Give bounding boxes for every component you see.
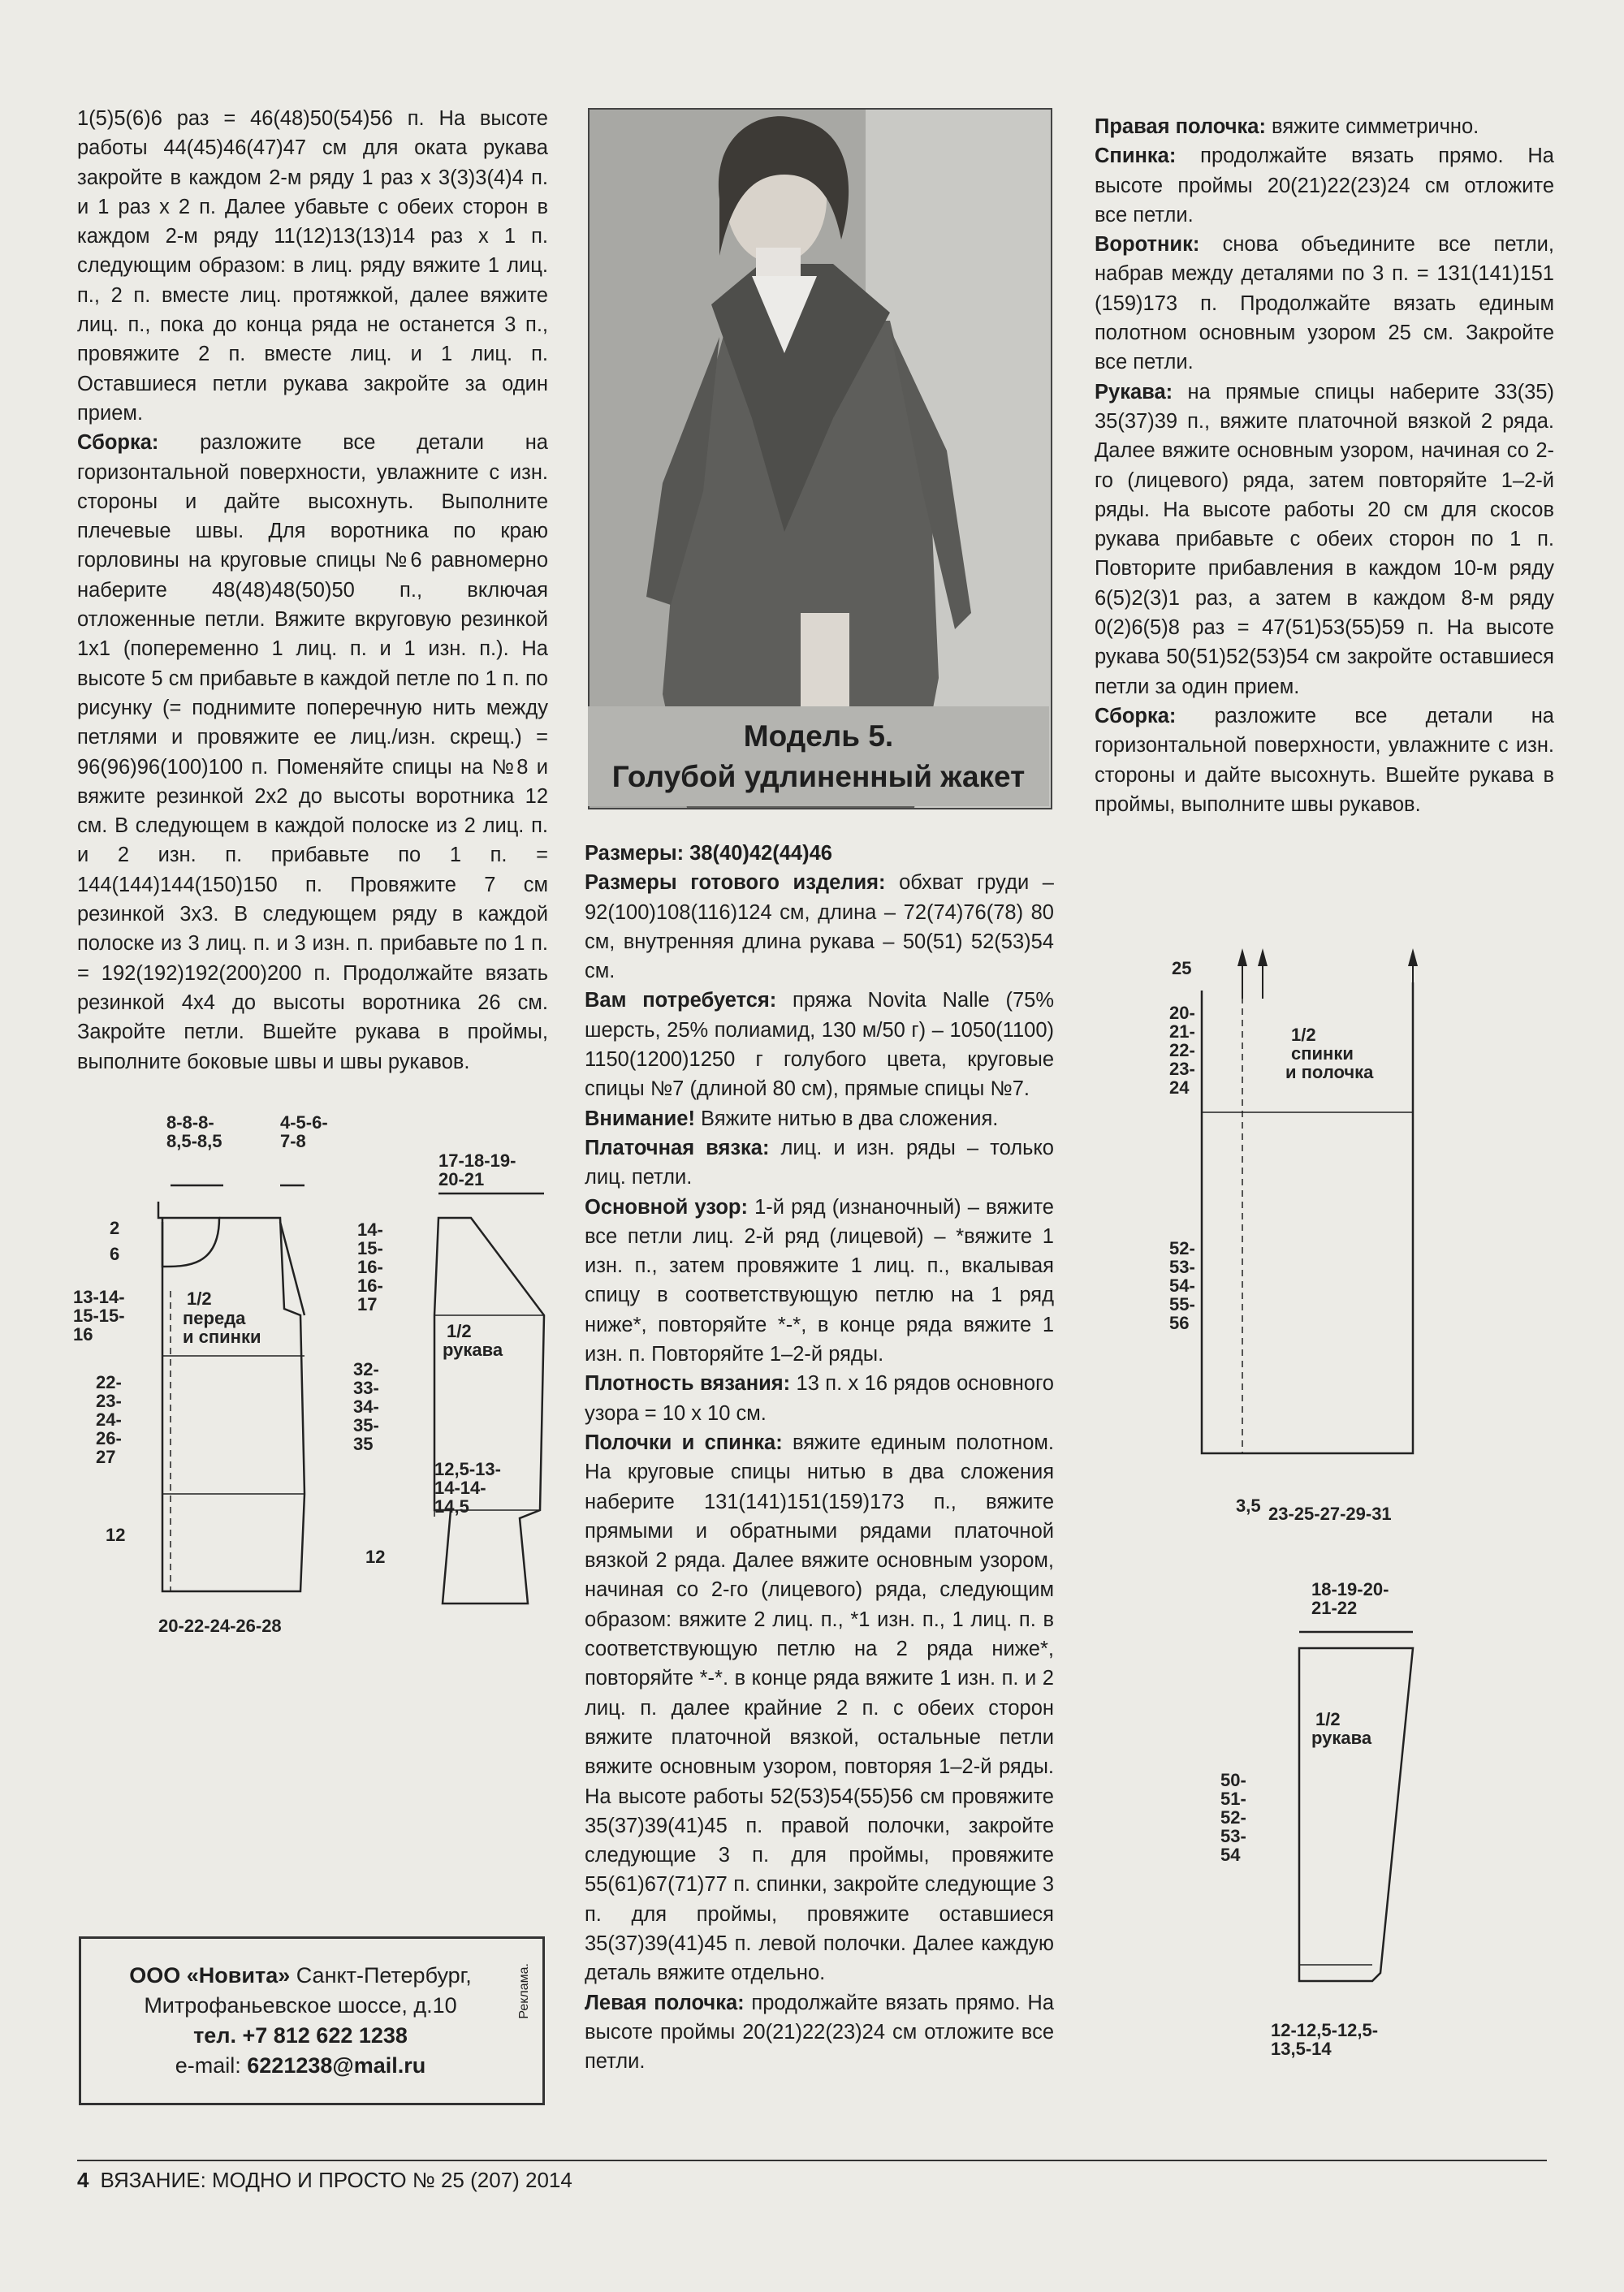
footer-rule (77, 2160, 1547, 2161)
col3-heading: Рукава: (1095, 380, 1173, 404)
d4-side-3: 52- (1220, 1807, 1246, 1828)
d2-cuff-1: 12,5-13- (434, 1459, 501, 1479)
d2-side-b-2: 33- (353, 1378, 379, 1398)
col2-text: 1-й ряд (изнаночный) – вяжите все петли лиц. 2-й ряд (лицевой) – *вяжите 1 изн. п., затем провяжите 1 лиц. п., вкалывая спицу в соответствующую петлю на 1 ряд ниже*, повторяйте *-*, в конце ряда вяжите 1 изн. п. Повторяйте 1–2-й ряды. (585, 1195, 1054, 1366)
col3-heading: Правая полочка: (1095, 115, 1266, 138)
sleeve-outline-right (1299, 1632, 1413, 1981)
d4-side-2: 51- (1220, 1789, 1246, 1809)
d1-top-right-2: 7-8 (280, 1131, 306, 1151)
col1-heading: Сборка: (77, 431, 159, 455)
col2-heading: Левая полочка: (585, 1991, 745, 2014)
d2-side-b-1: 32- (353, 1359, 379, 1379)
d3-side-b-4: 55- (1169, 1294, 1195, 1314)
d3-side-b-3: 54- (1169, 1275, 1195, 1296)
ad-company: «Новита» (186, 1963, 291, 1988)
col2-heading: Вам потребуется: (585, 989, 777, 1012)
d1-bottom-side: 12 (106, 1525, 126, 1545)
d1-side-b-3: 24- (96, 1409, 122, 1430)
col2-text: пряжа Novita Nalle (75% шерсть, 25% полиамид, 130 м/50 г) – 1050(1100) 1150(1200)1250 г голубого цвета, круговые спицы №7 (длиной 80 см), прямые спицы №7. (585, 989, 1054, 1101)
ad-phone-number: тел. +7 812 622 1238 (193, 2023, 408, 2048)
d3-label-1: 1/2 (1291, 1025, 1316, 1045)
d3-label-2: спинки (1291, 1043, 1354, 1064)
d1-bottom: 20-22-24-26-28 (158, 1616, 282, 1636)
d1-top-right-1: 4-5-6- (280, 1112, 328, 1133)
col2-text: продолжайте вязать прямо. На высоте проймы 20(21)22(23)24 см отложите все петли. (585, 1991, 1054, 2074)
d2-label-2: рукава (443, 1340, 503, 1360)
col2-heading: Внимание! (585, 1107, 695, 1130)
col3-heading: Спинка: (1095, 145, 1177, 168)
d3-side-a-4: 23- (1169, 1059, 1195, 1079)
d2-bottom-side: 12 (365, 1547, 386, 1567)
ad-city: Санкт-Петербург, (290, 1963, 472, 1988)
d4-side-1: 50- (1220, 1770, 1246, 1790)
col2-text: 13 п. х 16 рядов основного узора = 10 х 10 см. (585, 1372, 1054, 1425)
d1-label-3: и спинки (183, 1327, 261, 1347)
col2-heading: Основной узор: (585, 1195, 748, 1219)
d2-top-1: 17-18-19- (438, 1150, 516, 1171)
ad-phone (81, 2021, 520, 2051)
d3-side-b-2: 53- (1169, 1257, 1195, 1277)
page-footer (77, 2168, 572, 2193)
d4-top-1: 18-19-20- (1311, 1579, 1389, 1599)
model-caption-number: Модель 5. (743, 719, 894, 753)
col1-text: 1(5)5(6)6 раз = 46(48)50(54)56 п. На высоте работы 44(45)46(47)47 см для оката рукава закройте в каждом 2-м ряду 1 раз х 3(3)3(4)4 п. и 1 раз х 2 п. Далее убавьте с обеих сторон в каждом 2-м ряду 11(12)13(13)14 раз х 1 п. следующим образом: в лиц. ряду вяжите 1 лиц. п., 2 п. вместе лиц. протяжкой, далее вяжите лиц. п., пока до конца ряда не останется 3 п., провяжите 2 п. вместе лиц. и 1 лиц. п. Оставшиеся петли рукава закройте за один прием. (77, 107, 548, 425)
ad-address: Митрофаньевское шоссе, д.10 (144, 1993, 457, 2018)
d4-top-2: 21-22 (1311, 1598, 1358, 1618)
d1-left-1: 2 (110, 1218, 120, 1238)
ad-side-note: Реклама. (517, 1963, 531, 2019)
d2-cuff-3: 14,5 (434, 1496, 469, 1517)
front-back-outline (158, 1185, 304, 1591)
col3-heading: Воротник: (1095, 233, 1200, 257)
d1-label-2: переда (183, 1308, 246, 1328)
d3-label-3: и полочка (1285, 1062, 1374, 1082)
ad-email[interactable]: 6221238@mail.ru (247, 2053, 426, 2078)
col2-text: обхват груди – 92(100)108(116)124 см, длина – 72(74)76(78) 80 см, внутренняя длина рукава – 50(51) 52(53)54 см. (585, 871, 1054, 983)
ad-company-prefix: ООО (129, 1963, 187, 1988)
d1-side-a-2: 15-15- (73, 1306, 125, 1326)
ad-company-line (81, 1961, 520, 1991)
col2-heading: Платочная вязка: (585, 1136, 770, 1159)
d4-bottom-2: 13,5-14 (1271, 2039, 1332, 2059)
d3-side-b-5: 56 (1169, 1313, 1190, 1333)
d2-side-a-3: 16- (357, 1257, 383, 1277)
sleeve-outline-left (434, 1193, 544, 1604)
page-number: 4 (77, 2168, 89, 2192)
d3-bottom-a: 3,5 (1236, 1496, 1261, 1516)
col3-text: разложите все детали на горизонтальной поверхности, увлажните с изн. стороны и дайте высохнуть. Вшейте рукава в проймы, выполните швы рукавов. (1095, 704, 1554, 816)
col3-text: на прямые спицы наберите 33(35) 35(37)39 п., вяжите платочной вязкой 2 ряда. Далее вяжите основным узором, начиная со 2-го (лицевого) ряда, затем повторяйте 1–2-й ряды. На высоте работы 20 см для скосов рукава прибавьте с обеих сторон по 1 п. Повторите прибавления в каждом 10-м ряду 6(5)2(3)1 раз, а затем в каждом 8-м ряду 0(2)6(5)8 раз = 47(51)53(55)59 п. На высоте рукава 50(51)52(53)54 см закройте оставшиеся петли за один прием. (1095, 380, 1554, 698)
d1-side-a-3: 16 (73, 1324, 93, 1345)
d4-label-2: рукава (1311, 1728, 1372, 1748)
col2-text: вяжите единым полотном. На круговые спицы нитью в два сложения наберите 131(141)151(159)173 п., вяжите прямыми и обратными рядами платочной вязкой 2 ряда. Далее вяжите основным узором, начиная со 2-го (лицевого) ряда, следующим образом: вяжите 2 лиц. п., *1 изн. п., 1 лиц. п. в соответствующую петлю на 2 ряда ниже*, повторяйте *-*. в конце ряда вяжите 1 изн. п. и 2 лиц. п. далее крайние 2 п. с обеих сторон вяжите платочной вязкой, остальные петли вяжите основным узором, повторяя 1–2-й ряды. На высоте работы 52(53)54(55)56 см провяжите 35(37)39(41)45 п. правой полочки, закройте следующие 3 п. для проймы, провяжите 55(61)67(71)77 п. спинки, закройте следующие 3 п. для проймы, провяжите оставшиеся 35(37)39(41)45 п. левой полочки. Далее каждую деталь вяжите отдельно. (585, 1431, 1054, 1985)
col3-text: продолжайте вязать прямо. На высоте проймы 20(21)22(23)24 см отложите все петли. (1095, 145, 1554, 227)
d2-side-a-5: 17 (357, 1294, 378, 1314)
col2-heading: Плотность вязания: (585, 1372, 791, 1396)
d2-label-1: 1/2 (447, 1321, 472, 1341)
col3-text: вяжите симметрично. (1265, 115, 1479, 138)
col1-text: разложите все детали на горизонтальной поверхности, увлажните с изн. стороны и дайте высохнуть. Выполните плечевые швы. Для воротника по краю горловины на круговые спицы №6 равномерно наберите 48(48)48(50)50 п., включая отложенные петли. Вяжите вкруговую резинкой 1x1 (попеременно 1 лиц. п. и 1 изн. п.). На высоте 5 см прибавьте в каждой петле по 1 п. по рисунку (= поднимите поперечную нить между петлями и провяжите ее лиц./изн. скрещ.) = 96(96)96(100)100 п. Поменяйте спицы на №8 и вяжите резинкой 2x2 до высоты воротника 12 см. В следующем в каждой полоске из 2 лиц. п. и 2 изн. п. прибавьте по 1 п. = 144(144)144(150)150 п. Провяжите 7 см резинкой 3x3. В следующем ряду в каждой полоске из 3 лиц. п. и 3 изн. п. прибавьте по 1 п. = 192(192)192(200)200 п. Продолжайте вязать резинкой 4x4 до высоты воротника 26 см. Закройте петли. Вшейте рукава в проймы, выполните боковые швы и швы рукавов. (77, 431, 548, 1073)
d1-label-1: 1/2 (187, 1288, 212, 1309)
d3-side-b-1: 52- (1169, 1238, 1195, 1258)
d2-top-2: 20-21 (438, 1169, 485, 1189)
d2-side-a-4: 16- (357, 1275, 383, 1296)
d2-side-a-1: 14- (357, 1219, 383, 1240)
col2-heading: Полочки и спинка: (585, 1431, 783, 1454)
col2-text: Вяжите нитью в два сложения. (694, 1107, 999, 1130)
magazine-title: ВЯЗАНИЕ: МОДНО И ПРОСТО № 25 (207) 2014 (100, 2168, 572, 2192)
d4-side-5: 54 (1220, 1845, 1241, 1865)
d3-side-a-3: 22- (1169, 1040, 1195, 1060)
d3-side-a-1: 20- (1169, 1003, 1195, 1023)
d3-top: 25 (1172, 958, 1192, 978)
d3-side-a-2: 21- (1169, 1021, 1195, 1042)
d3-bottom-b: 23-25-27-29-31 (1268, 1504, 1392, 1524)
d1-side-b-5: 27 (96, 1447, 116, 1467)
d2-side-b-5: 35 (353, 1434, 374, 1454)
d4-bottom-1: 12-12,5-12,5- (1271, 2020, 1379, 2040)
d1-side-b-4: 26- (96, 1428, 122, 1448)
ad-email-line (81, 2051, 520, 2081)
d3-side-a-5: 24 (1169, 1077, 1190, 1098)
col2-heading: Размеры: 38(40)42(44)46 (585, 842, 832, 865)
d2-cuff-2: 14-14- (434, 1478, 486, 1498)
model-caption-title: Голубой удлиненный жакет (611, 760, 1026, 793)
d4-label-1: 1/2 (1315, 1709, 1341, 1729)
d4-side-4: 53- (1220, 1826, 1246, 1846)
d2-side-b-4: 35- (353, 1415, 379, 1435)
col3-heading: Сборка: (1095, 704, 1177, 727)
advertisement-box (79, 1936, 545, 2105)
d2-side-a-2: 15- (357, 1238, 383, 1258)
col2-text: лиц. и изн. ряды – только лиц. петли. (585, 1136, 1054, 1189)
d1-side-b-2: 23- (96, 1391, 122, 1411)
d1-top-left-1: 8-8-8- (166, 1112, 214, 1133)
col3-text: снова объедините все петли, набрав между деталями по 3 п. = 131(141)151 (159)173 п. Продолжайте вязать единым полотном основным узором 25 см. Закройте все петли. (1095, 233, 1554, 374)
d1-side-a-1: 13-14- (73, 1287, 125, 1307)
d1-left-2: 6 (110, 1244, 120, 1264)
ad-email-label: e-mail: (175, 2053, 248, 2078)
d2-side-b-3: 34- (353, 1396, 379, 1417)
d1-side-b-1: 22- (96, 1372, 122, 1392)
arrow-heads (1237, 948, 1418, 966)
d1-top-left-2: 8,5-8,5 (166, 1131, 222, 1151)
col2-heading: Размеры готового изделия: (585, 871, 886, 895)
